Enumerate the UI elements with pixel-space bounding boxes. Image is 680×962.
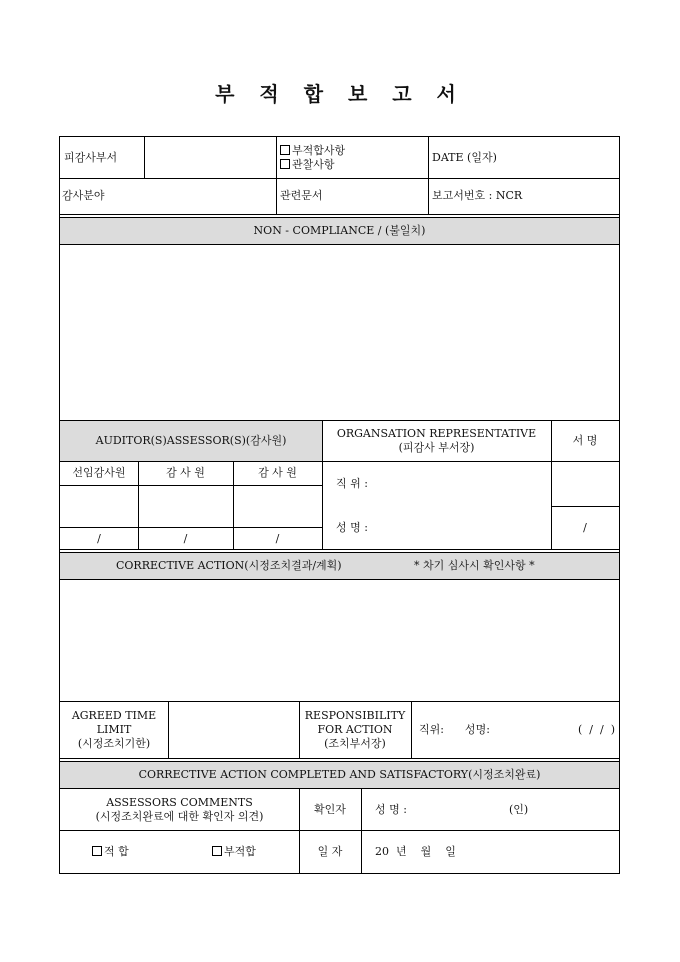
- corrective-action-area[interactable]: [60, 580, 619, 701]
- grid-line: [299, 701, 300, 758]
- grid-line: [551, 420, 552, 549]
- rep-signature-field[interactable]: [551, 461, 619, 506]
- grid-line: [168, 701, 169, 758]
- agreed-time-field[interactable]: [168, 702, 299, 758]
- auditor-date-1[interactable]: /: [183, 531, 188, 545]
- rep-date-field[interactable]: /: [583, 520, 587, 534]
- noncompliance-description-area[interactable]: [60, 245, 619, 420]
- grid-line: [60, 485, 322, 486]
- report-no-label: 보고서번호 : NCR: [432, 189, 523, 202]
- related-docs-label: 관련문서: [280, 189, 323, 202]
- checkbox-icon[interactable]: [280, 159, 290, 169]
- report-form: [59, 136, 620, 874]
- auditor-label-2: 감 사 원: [258, 466, 297, 479]
- grid-line: [60, 788, 619, 789]
- grid-line: [299, 788, 300, 874]
- confirmer-name-field[interactable]: [361, 789, 619, 830]
- grid-line: [144, 137, 145, 178]
- nonconform-option[interactable]: 부적합: [212, 845, 256, 859]
- org-rep-header: ORGANSATION REPRESENTATIVE (피감사 부서장): [336, 427, 537, 454]
- grid-line: [60, 830, 619, 831]
- date-field-label: 일 자: [317, 845, 343, 858]
- auditor-signature-1[interactable]: [138, 486, 233, 527]
- conformity-options: [60, 831, 299, 873]
- auditor-signature-2[interactable]: [233, 486, 322, 527]
- nonconformity-option[interactable]: 부적합사항: [280, 144, 345, 158]
- date-label: DATE (일자): [432, 150, 497, 164]
- grid-line: [551, 506, 619, 507]
- confirmer-label: 확인자: [314, 802, 346, 816]
- audited-dept-field[interactable]: [144, 137, 276, 178]
- grid-line: [60, 579, 619, 580]
- lead-auditor-date[interactable]: /: [97, 531, 101, 545]
- noncompliance-header: NON - COMPLIANCE / (불일치): [60, 218, 619, 244]
- corrective-header: [60, 553, 619, 579]
- grid-line: [60, 758, 619, 759]
- lead-auditor-signature[interactable]: [60, 486, 138, 527]
- lead-auditor-label: 선임감사원: [72, 466, 126, 479]
- audit-area-label: 감사분야: [62, 189, 105, 202]
- grid-line: [138, 461, 139, 549]
- grid-line: [60, 178, 619, 179]
- grid-line: [60, 761, 619, 762]
- corrective-header-left: CORRECTIVE ACTION(시정조치결과/계획): [116, 559, 342, 572]
- auditor-label-1: 감 사 원: [166, 466, 205, 479]
- grid-line: [60, 420, 619, 421]
- responsibility-date: ( / / ): [578, 723, 615, 736]
- grid-line: [361, 788, 362, 874]
- audited-dept-label: 피감사부서: [64, 150, 118, 164]
- responsibility-label: RESPONSIBILITY FOR ACTION (조치부서장): [304, 709, 406, 750]
- grid-line: [60, 244, 619, 245]
- grid-line: [60, 701, 619, 702]
- rep-name-field[interactable]: 성 명 :: [336, 520, 368, 534]
- responsibility-position-name: 직위: 성명:: [419, 723, 490, 736]
- completed-header: CORRECTIVE ACTION COMPLETED AND SATISFACTORY(시정조치완료): [60, 762, 619, 788]
- auditors-header: AUDITOR(S)ASSESSOR(S)(감사원): [60, 421, 322, 461]
- corrective-header-right: * 차기 심사시 확인사항 *: [414, 559, 535, 572]
- checkbox-icon[interactable]: [92, 846, 102, 856]
- grid-line: [60, 217, 619, 218]
- grid-line: [60, 549, 619, 550]
- conform-option[interactable]: 적 합: [92, 845, 129, 859]
- grid-line: [411, 701, 412, 758]
- confirmer-name-label: 성 명 :: [375, 802, 407, 816]
- auditor-date-2[interactable]: /: [275, 531, 280, 545]
- responsibility-field[interactable]: [411, 702, 619, 758]
- grid-line: [60, 461, 619, 462]
- finding-type-options: [276, 137, 428, 178]
- grid-line: [322, 420, 323, 549]
- grid-line: [60, 552, 619, 553]
- grid-line: [60, 214, 619, 215]
- assessor-comments-label: ASSESSORS COMMENTS (시정조치완료에 대한 확인자 의견): [95, 795, 264, 823]
- grid-line: [276, 137, 277, 214]
- grid-line: [428, 137, 429, 214]
- rep-position-field[interactable]: 직 위 :: [336, 476, 368, 490]
- grid-line: [233, 461, 234, 549]
- seal-label: (인): [509, 802, 529, 816]
- observation-option[interactable]: 관찰사항: [280, 158, 335, 172]
- completion-date-field[interactable]: 20 년 월 일: [375, 845, 456, 858]
- checkbox-icon[interactable]: [212, 846, 222, 856]
- signature-label: 서 명: [572, 434, 598, 447]
- grid-line: [60, 527, 322, 528]
- page-title: 부 적 합 보 고 서: [215, 82, 465, 106]
- checkbox-icon[interactable]: [280, 145, 290, 155]
- agreed-time-label: AGREED TIME LIMIT (시정조치기한): [71, 709, 157, 750]
